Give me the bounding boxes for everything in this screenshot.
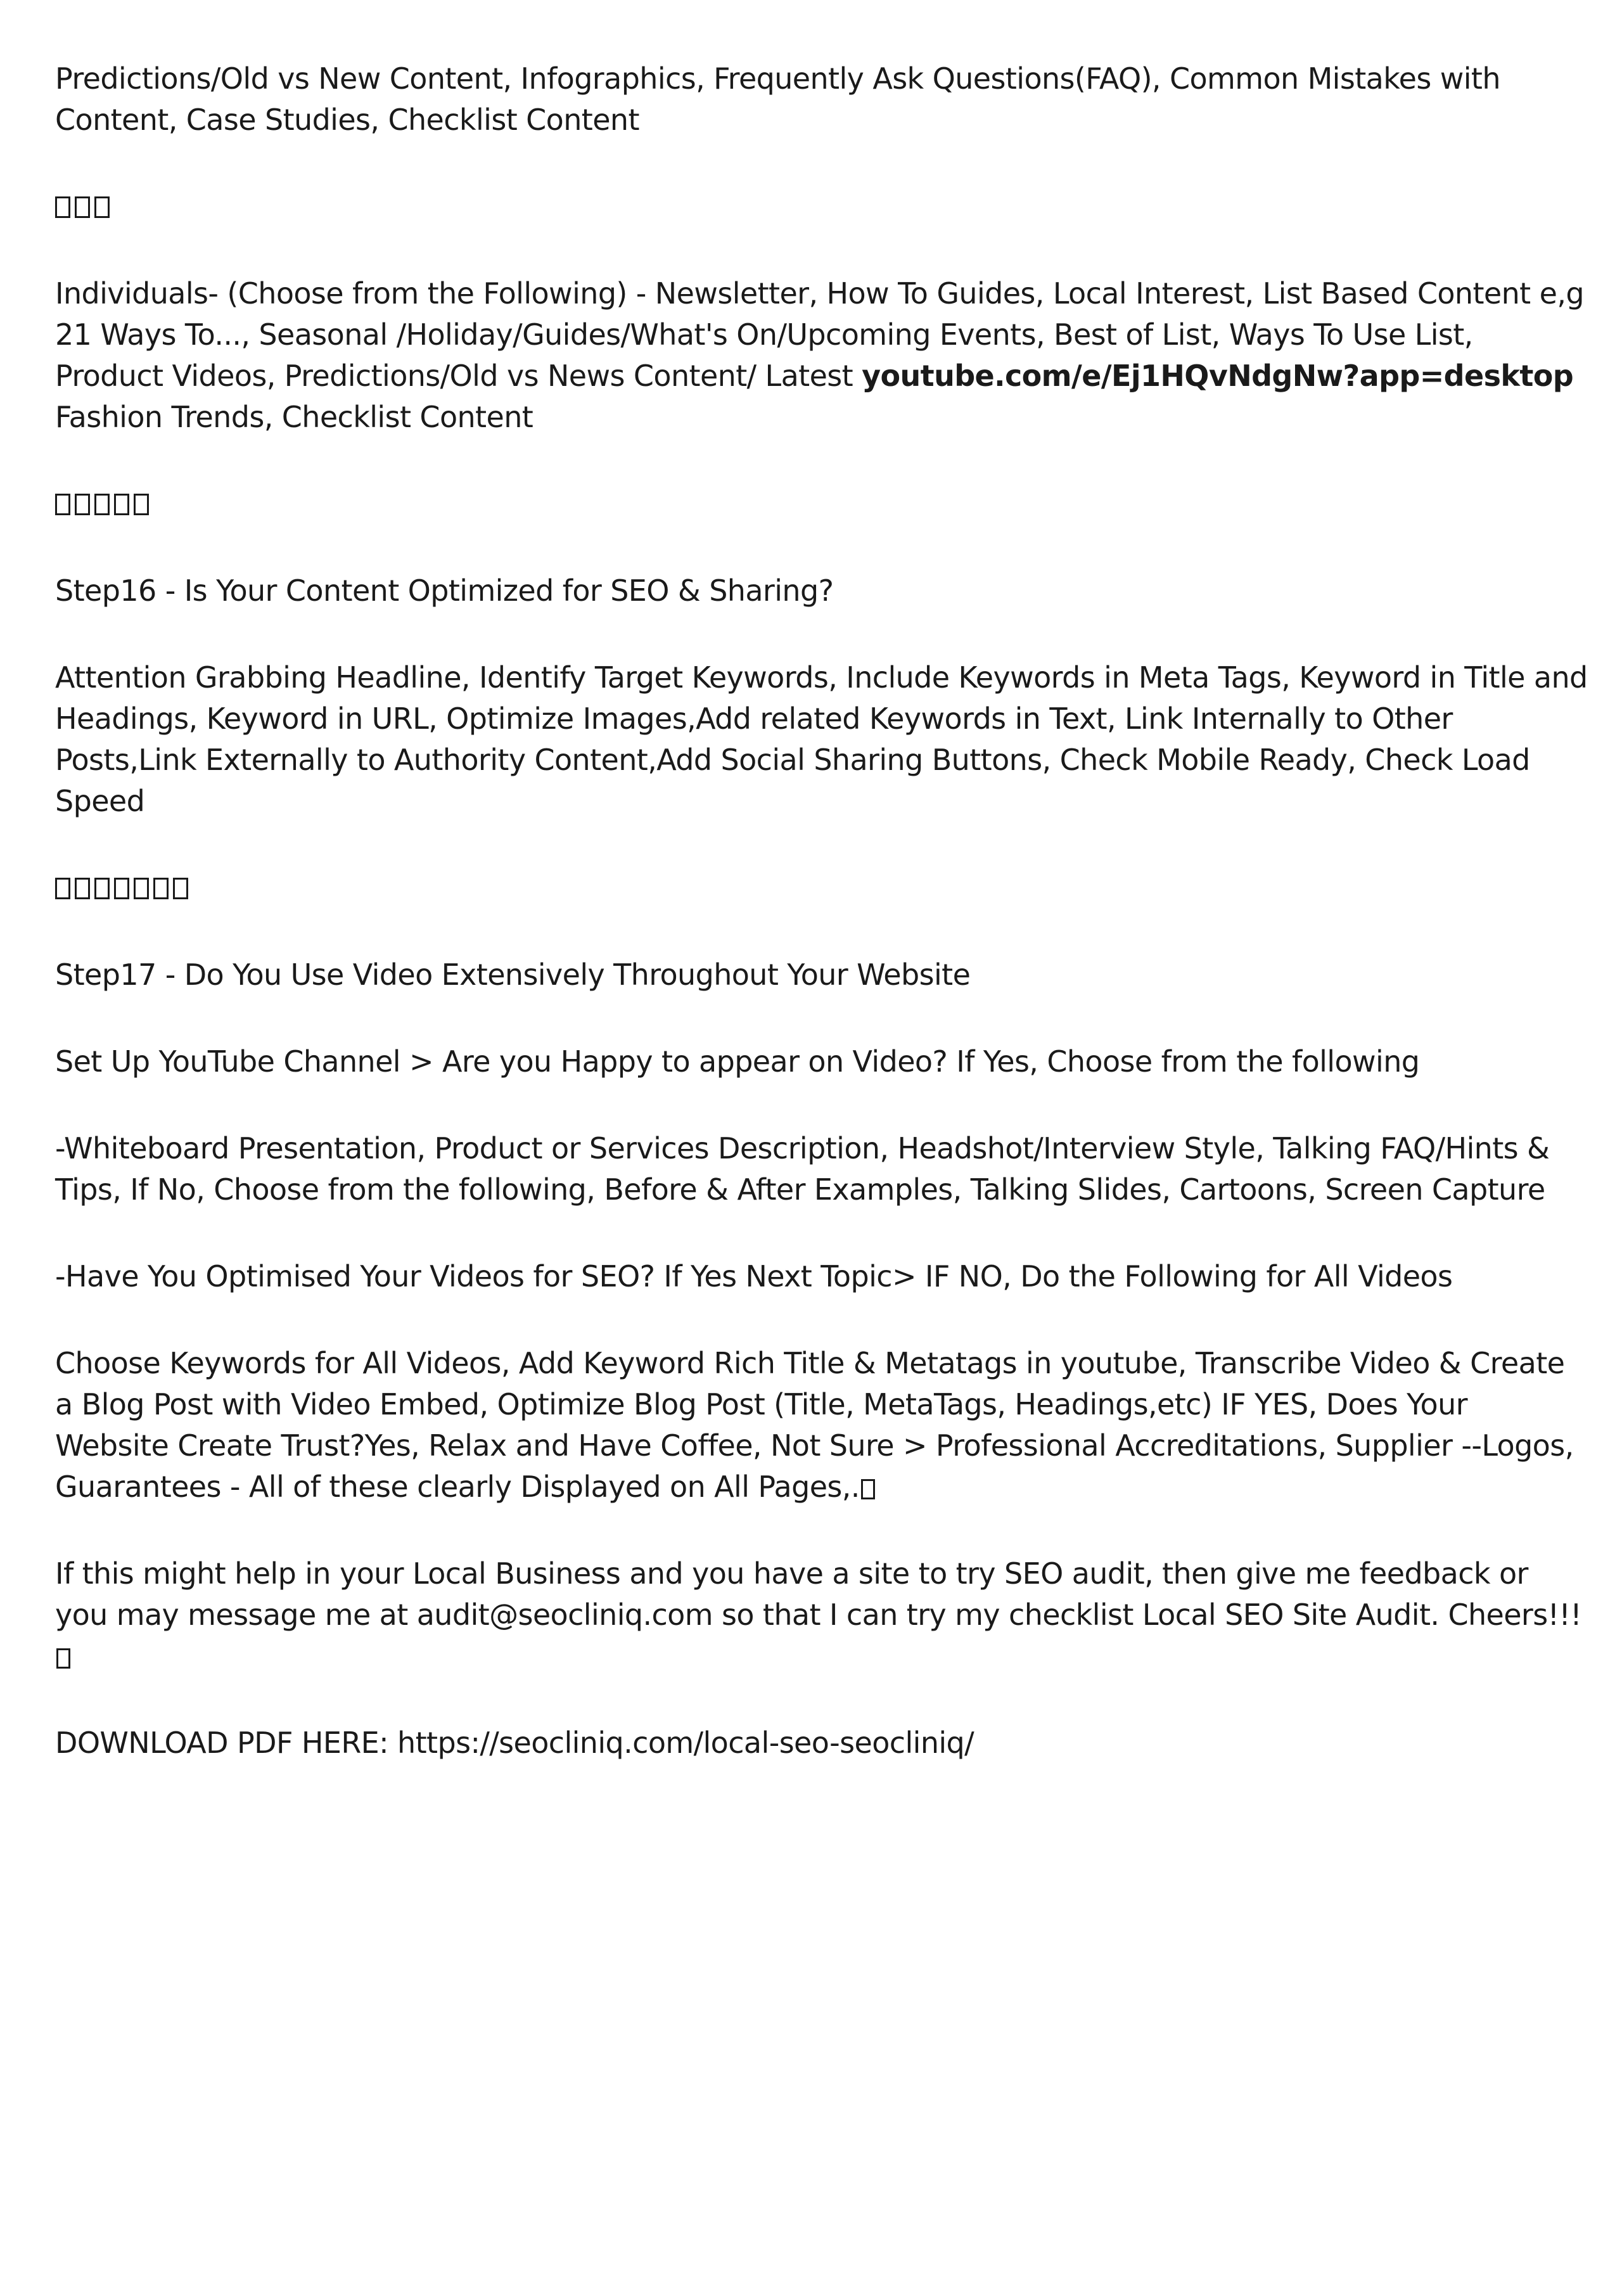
video-keywords-paragraph [55, 1343, 1588, 1508]
missing-glyph-icon [55, 878, 70, 899]
closing-help-text: If this might help in your Local Business and you have a site to try SEO audit, then give me feedback or you may message me at audit@seocliniq.com so that I can try my checklist Local SEO Site Audit. Cheers!!! [55, 1556, 1582, 1632]
missing-glyph-icon [94, 878, 110, 899]
missing-glyph-icon [134, 878, 149, 899]
video-keywords-text: Choose Keywords for All Videos, Add Keyword Rich Title & Metatags in youtube, Transcribe Video & Create a Blog Post with Video Embed, Optimize Blog Post (Title, MetaTags, Headings,etc) IF YES, Does Your Website Create Trust?Yes, Relax and Have Coffee, Not Sure > Professional Accreditations, Supplier --Logos, Guarantees - All of these clearly Displayed on All Pages,. [55, 1346, 1574, 1504]
download-pdf-line[interactable]: DOWNLOAD PDF HERE: https://seocliniq.com/local-seo-seocliniq/ [55, 1726, 974, 1760]
missing-glyph-icon [173, 878, 188, 899]
whiteboard-paragraph: -Whiteboard Presentation, Product or Services Description, Headshot/Interview Style, Talking FAQ/Hints & Tips, If No, Choose from the following, Before & After Examples, Talking Slides, Cartoons, Screen Capture [55, 1131, 1550, 1207]
individuals-text-end: Fashion Trends, Checklist Content [55, 400, 533, 434]
missing-glyph-icon [134, 494, 149, 515]
content-types-paragraph: Predictions/Old vs New Content, Infographics, Frequently Ask Questions(FAQ), Common Mistakes with Content, Case Studies, Checklist Content [55, 61, 1500, 137]
missing-glyph-row [55, 484, 1588, 525]
step16-heading: Step16 - Is Your Content Optimized for SEO & Sharing? [55, 574, 834, 608]
step17-heading: Step17 - Do You Use Video Extensively Throughout Your Website [55, 958, 971, 992]
missing-glyph-row [55, 186, 1588, 228]
missing-glyph-icon [114, 878, 129, 899]
missing-glyph-icon [55, 494, 70, 515]
missing-glyph-row [55, 868, 1588, 909]
missing-glyph-icon [75, 196, 90, 218]
document-page [55, 58, 1588, 1809]
missing-glyph-icon [75, 494, 90, 515]
youtube-link[interactable]: youtube.com/e/Ej1HQvNdgNw?app=desktop [862, 359, 1574, 393]
individuals-text: Individuals- (Choose from the Following) - Newsletter, How To Guides, Local Interest, List Based Content e,g 21 Ways To..., Seasonal /Holiday/Guides/What's On/Upcoming Events, Best of List, Ways To Use List, Product Videos, Predictions/Old vs News Content/ Latest [55, 276, 1584, 393]
missing-glyph-icon [55, 196, 70, 218]
step16-body: Attention Grabbing Headline, Identify Target Keywords, Include Keywords in Meta Tags, Keyword in Title and Headings, Keyword in URL, Optimize Images,Add related Keywords in Text, Link Internally to Other Posts,Link Externally to Authority Content,Add Social Sharing Buttons, Check Mobile Ready, Check Load Speed [55, 660, 1588, 818]
missing-glyph-icon [114, 494, 129, 515]
missing-glyph-icon [75, 878, 90, 899]
missing-glyph-icon [56, 1648, 70, 1669]
closing-help-paragraph [55, 1553, 1588, 1677]
youtube-channel-paragraph: Set Up YouTube Channel > Are you Happy to appear on Video? If Yes, Choose from the following [55, 1044, 1420, 1079]
missing-glyph-icon [94, 494, 110, 515]
individuals-paragraph [55, 273, 1588, 438]
missing-glyph-icon [153, 878, 169, 899]
missing-glyph-icon [861, 1479, 875, 1499]
optimised-videos-paragraph: -Have You Optimised Your Videos for SEO? If Yes Next Topic> IF NO, Do the Following for All Videos [55, 1259, 1453, 1293]
missing-glyph-icon [94, 196, 110, 218]
